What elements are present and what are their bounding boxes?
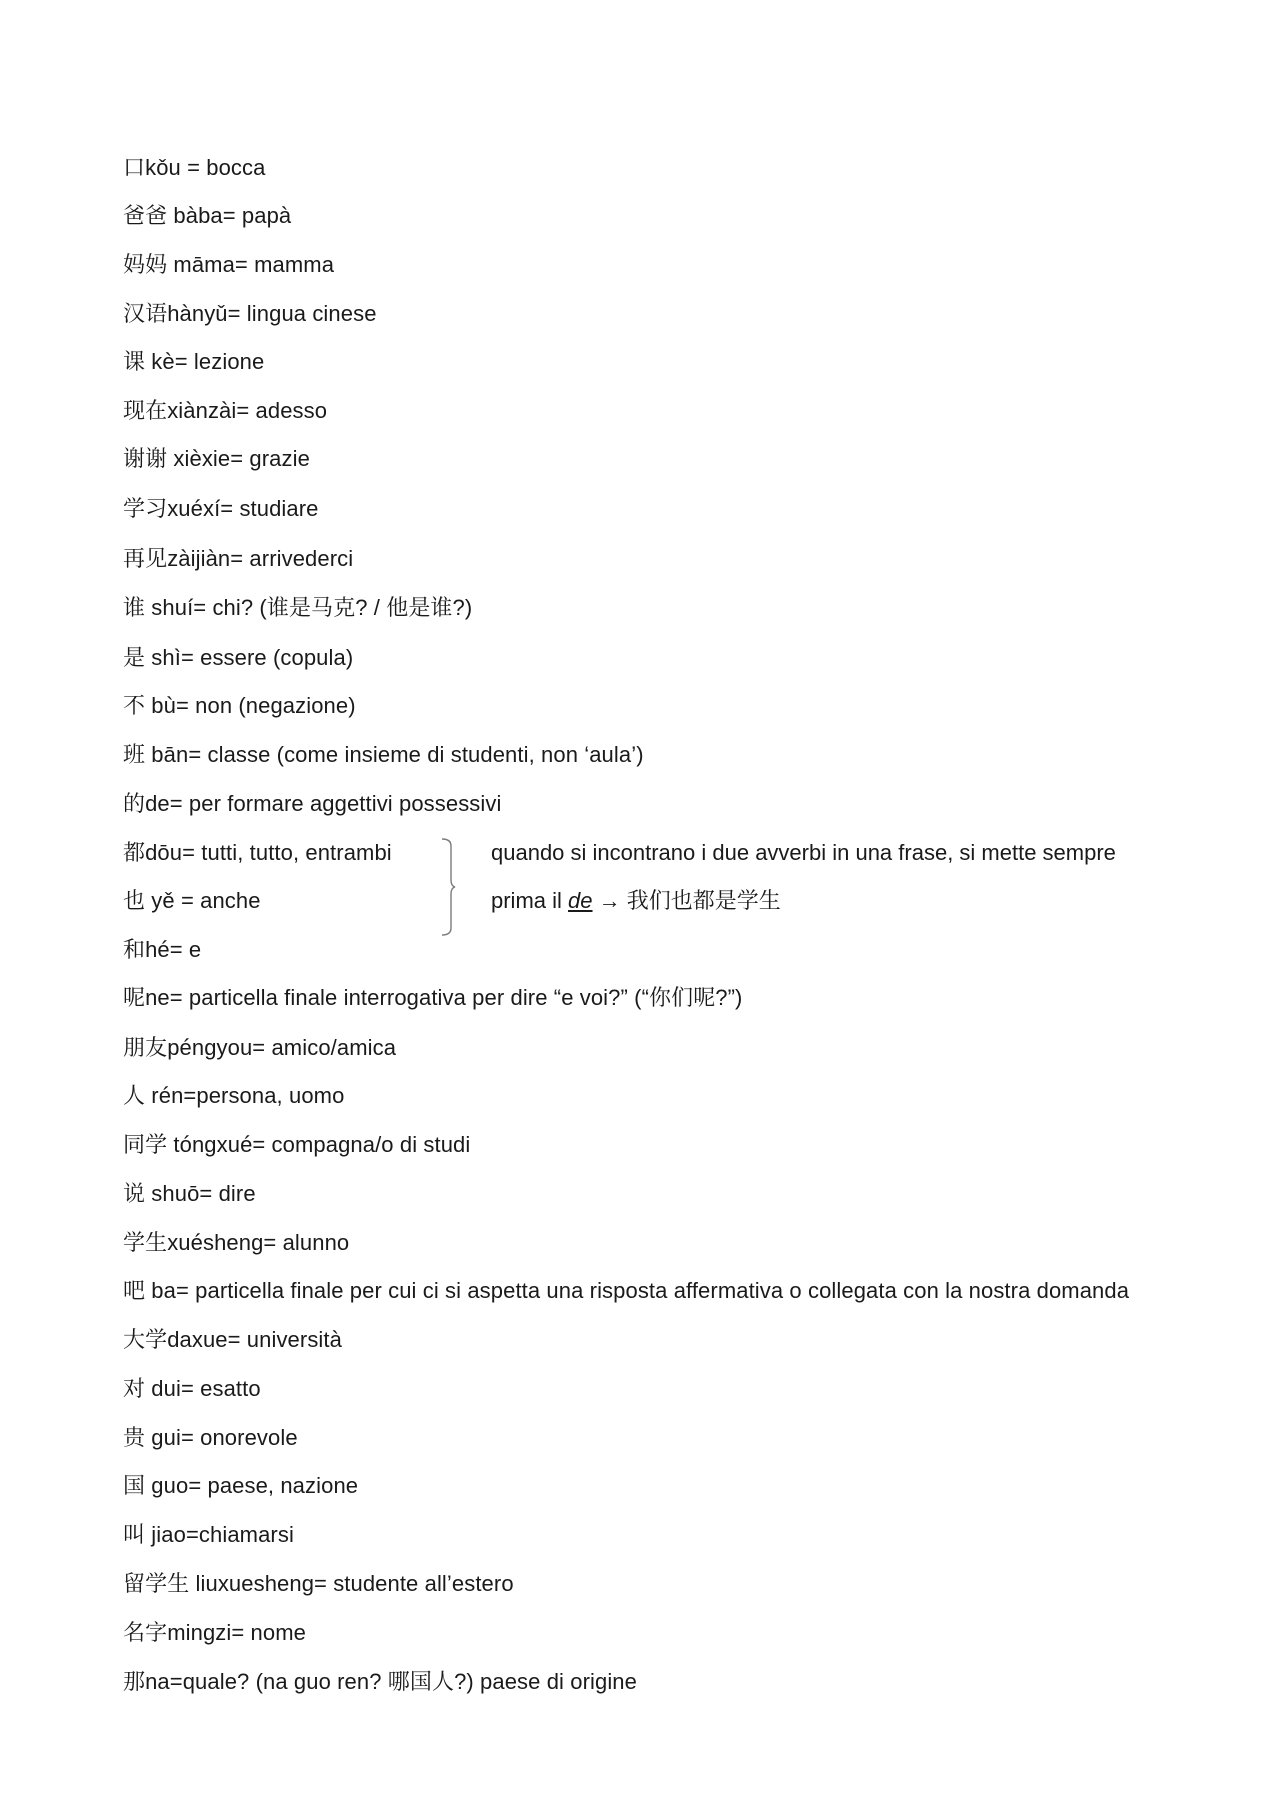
vocab-entry: 同学 tóngxué= compagna/o di studi xyxy=(123,1132,471,1157)
vocab-entry: 和hé= e xyxy=(123,937,202,962)
note-emphasis: de xyxy=(568,888,593,913)
vocab-entry: 朋友péngyou= amico/amica xyxy=(123,1035,397,1060)
vocab-entry: 呢ne= particella finale interrogativa per dire “e voi?” (“你们呢?”) xyxy=(123,985,743,1010)
vocab-entry: 也 yě = anche xyxy=(123,888,261,913)
vocab-entry: 是 shì= essere (copula) xyxy=(123,645,354,670)
vocab-entry: 学习xuéxí= studiare xyxy=(123,496,319,521)
vocab-entry: 妈妈 māma= mamma xyxy=(123,252,335,277)
bracket-icon xyxy=(440,838,456,936)
vocab-entry: 大学daxue= università xyxy=(123,1327,342,1352)
vocab-entry: 学生xuésheng= alunno xyxy=(123,1230,350,1255)
vocab-entry: 人 rén=persona, uomo xyxy=(123,1083,345,1108)
vocab-entry: 国 guo= paese, nazione xyxy=(123,1473,359,1498)
vocab-entry: 都dōu= tutti, tutto, entrambi xyxy=(123,840,392,865)
vocab-entry: 对 dui= esatto xyxy=(123,1376,261,1401)
note-prefix: prima il xyxy=(491,888,562,913)
vocab-entry: 说 shuō= dire xyxy=(123,1181,256,1206)
vocab-entry: 不 bù= non (negazione) xyxy=(123,693,356,718)
vocab-entry: 叫 jiao=chiamarsi xyxy=(123,1522,294,1547)
vocab-entry: 名字mingzi= nome xyxy=(123,1620,306,1645)
note-line-2 xyxy=(491,886,781,916)
vocab-entry: 吧 ba= particella finale per cui ci si aspetta una risposta affermativa o collegata con la nostra domanda xyxy=(123,1278,1130,1303)
vocab-entry: 的de= per formare aggettivi possessivi xyxy=(123,791,502,816)
vocab-entry: 爸爸 bàba= papà xyxy=(123,203,292,228)
note-example: 我们也都是学生 xyxy=(626,888,781,913)
vocab-entry: 贵 gui= onorevole xyxy=(123,1425,298,1450)
note-line-1: quando si incontrano i due avverbi in una frase, si mette sempre xyxy=(491,840,1116,865)
vocab-entry: 再见zàijiàn= arrivederci xyxy=(123,546,354,571)
vocab-entry: 留学生 liuxuesheng= studente all’estero xyxy=(123,1571,514,1596)
vocab-entry: 谁 shuí= chi? (谁是马克? / 他是谁?) xyxy=(123,595,473,620)
vocab-entry: 班 bān= classe (come insieme di studenti, non ‘aula’) xyxy=(123,742,644,767)
arrow-icon: → xyxy=(598,888,621,913)
vocab-entry: 汉语hànyǔ= lingua cinese xyxy=(123,301,377,326)
vocab-entry: 现在xiànzài= adesso xyxy=(123,398,328,423)
vocab-entry: 那na=quale? (na guo ren? 哪国人?) paese di origine xyxy=(123,1669,637,1694)
vocab-entry: 课 kè= lezione xyxy=(123,349,265,374)
vocab-entry: 口kǒu = bocca xyxy=(123,155,266,180)
vocab-entry: 谢谢 xièxie= grazie xyxy=(123,446,310,471)
